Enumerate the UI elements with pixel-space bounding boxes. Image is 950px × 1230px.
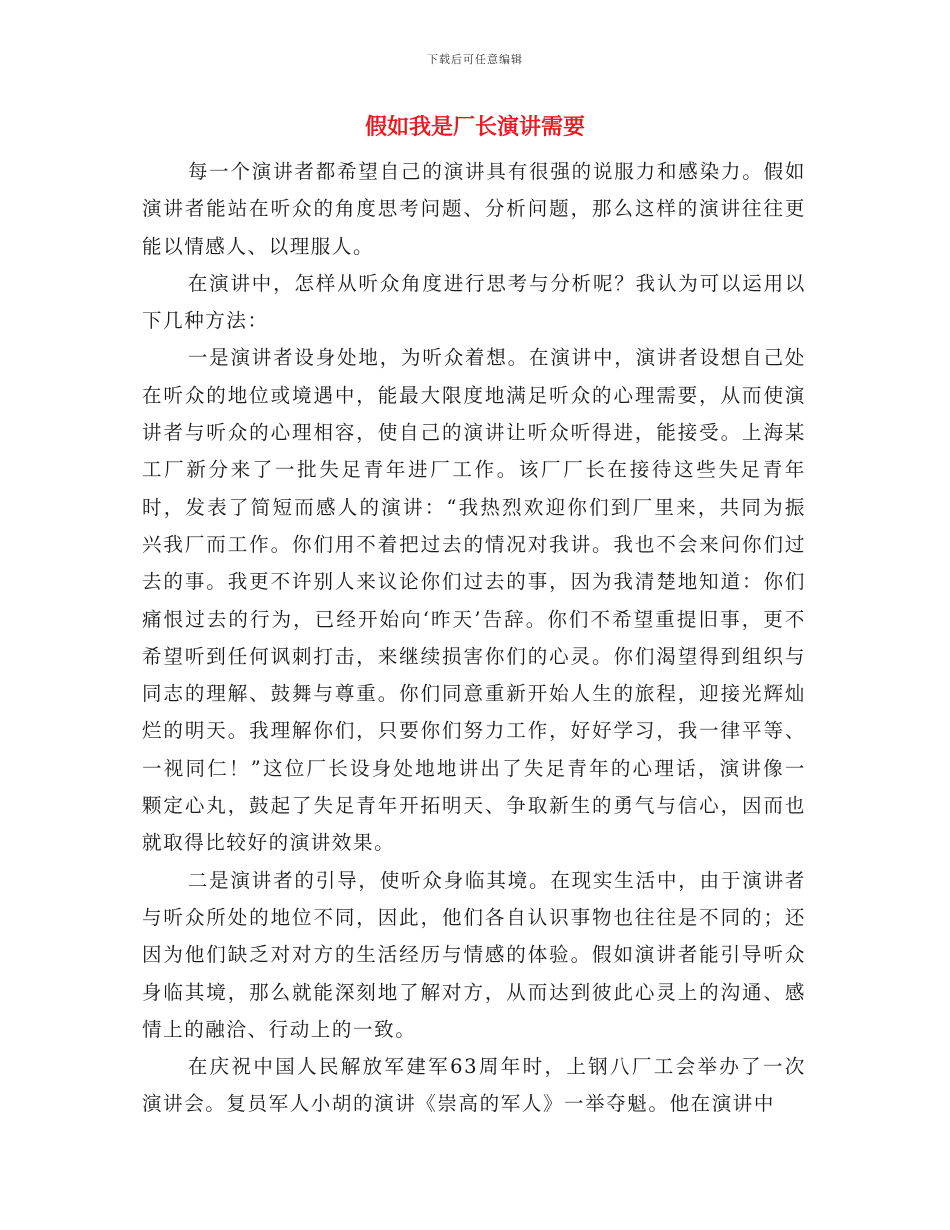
document-body <box>142 153 806 1123</box>
paragraph-example: 在庆祝中国人民解放军建军63周年时，上钢八厂工会举办了一次演讲会。复员军人小胡的演讲《崇高的军人》一举夺魁。他在演讲中 <box>142 1055 806 1116</box>
paragraph-method-one: 一是演讲者设身处地，为听众着想。在演讲中，演讲者设想自己处在听众的地位或境遇中，能最大限度地满足听众的心理需要，从而使演讲者与听众的心理相容，使自己的演讲让听众听得进，能接受。上海某工厂新分来了一批失足青年进厂工作。该厂厂长在接待这些失足青年时，发表了简短而感人的演讲：“我热烈欢迎你们到厂里来，共同为振兴我厂而工作。你们用不着把过去的情况对我讲。我也不会来问你们过去的事。我更不许别人来议论你们过去的事，因为我清楚地知道：你们痛恨过去的行为，已经开始向‘昨天’告辞。你们不希望重提旧事，更不希望听到任何讽刺打击，来继续损害你们的心灵。你们渴望得到组织与同志的理解、鼓舞与尊重。你们同意重新开始人生的旅程，迎接光辉灿烂的明天。我理解你们，只要你们努力工作，好好学习，我一律平等、一视同仁！”这位厂长设身处地地讲出了失足青年的心理话，演讲像一颗定心丸，鼓起了失足青年开拓明天、争取新生的勇气与信心，因而也就取得比较好的演讲效果。 <box>142 346 806 855</box>
document-title: 假如我是厂长演讲需要 <box>364 114 585 140</box>
paragraph-question: 在演讲中，怎样从听众角度进行思考与分析呢？我认为可以运用以下几种方法： <box>142 271 806 333</box>
header-note: 下载后可任意编辑 <box>427 53 523 66</box>
paragraph-intro: 每一个演讲者都希望自己的演讲具有很强的说服力和感染力。假如演讲者能站在听众的角度思考问题、分析问题，那么这样的演讲往往更能以情感人、以理服人。 <box>142 160 806 258</box>
paragraph-method-two: 二是演讲者的引导，使听众身临其境。在现实生活中，由于演讲者与听众所处的地位不同，因此，他们各自认识事物也往往是不同的；还因为他们缺乏对对方的生活经历与情感的体验。假如演讲者能引导听众身临其境，那么就能深刻地了解对方，从而达到彼此心灵上的沟通、感情上的融洽、行动上的一致。 <box>142 868 806 1041</box>
